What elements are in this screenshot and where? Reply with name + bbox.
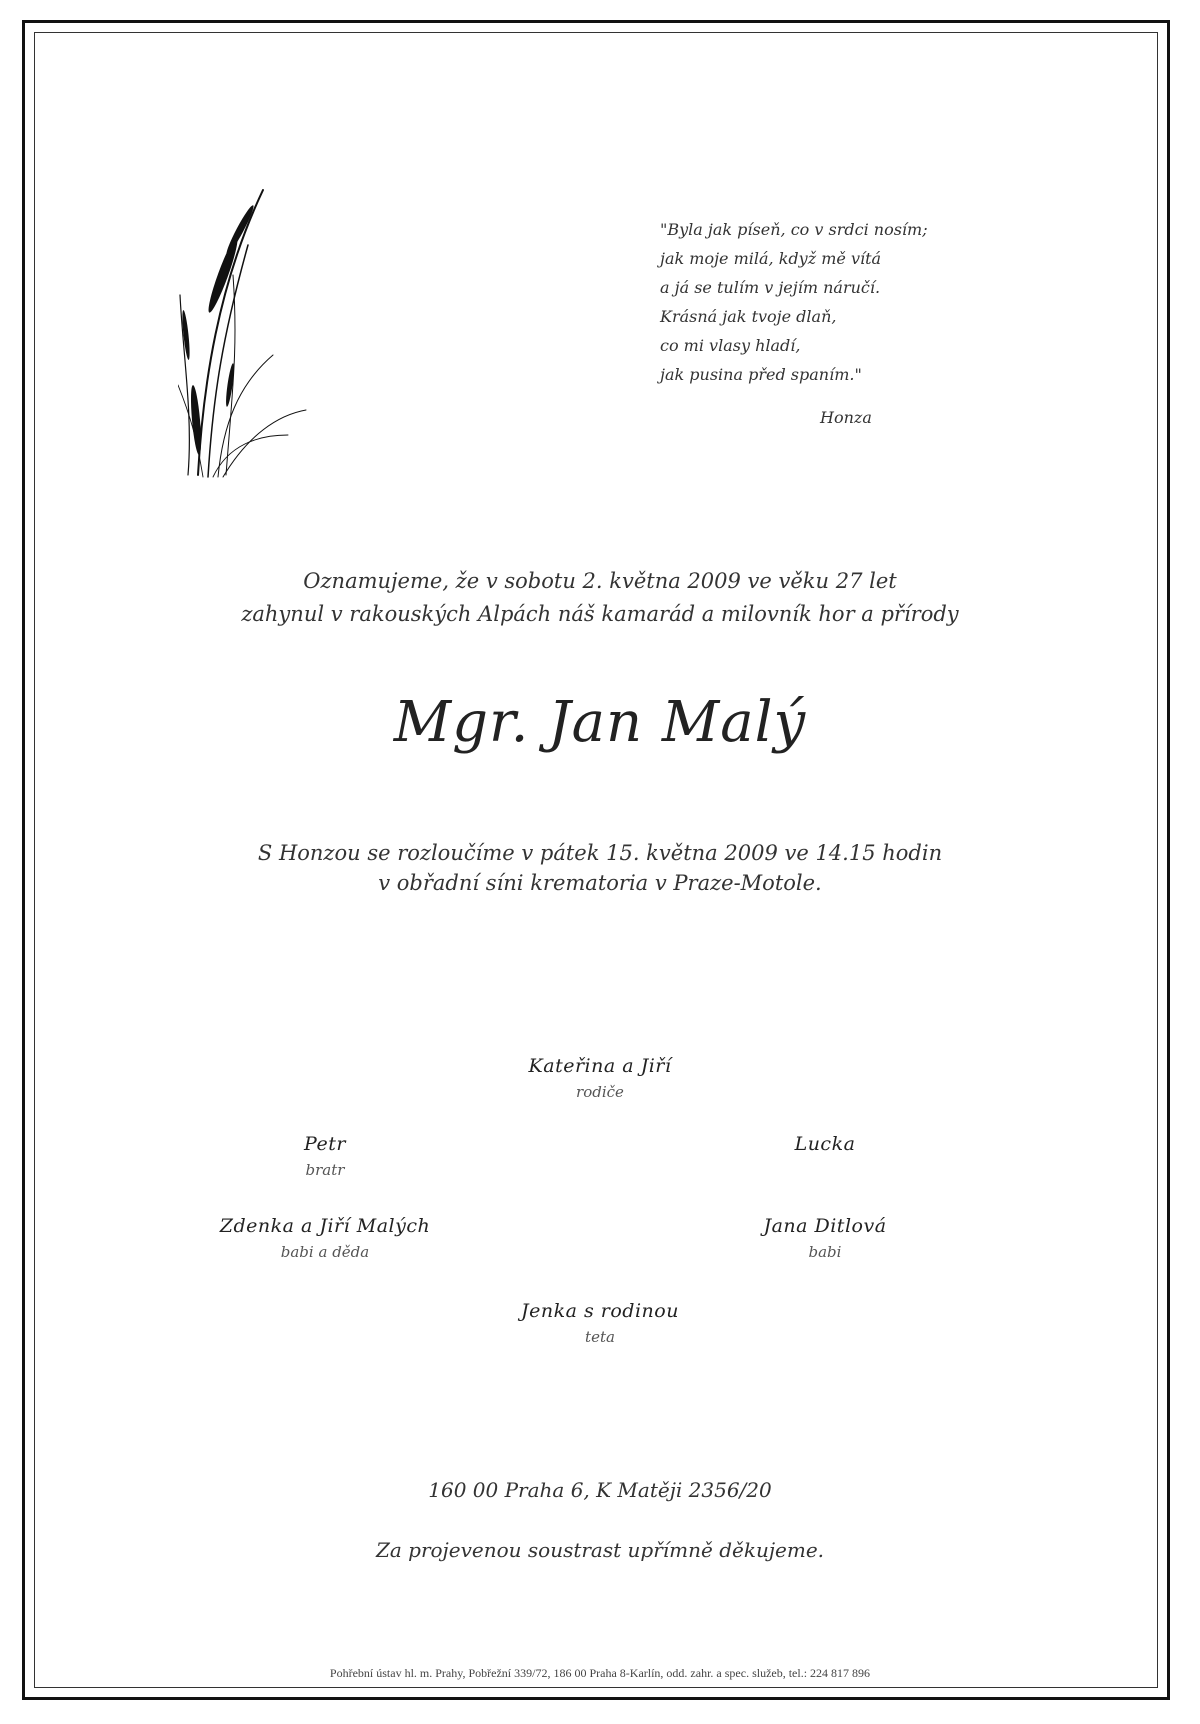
announcement-line: Oznamujeme, že v sobotu 2. května 2009 ve věku 27 let (303, 569, 897, 593)
funeral-home-footer: Pohřební ústav hl. m. Prahy, Pobřežní 339/72, 186 00 Praha 8-Karlín, odd. zahr. a spec. služeb, tel.: 224 817 896 (329, 1666, 871, 1680)
mourner-relation: bratr (305, 1161, 345, 1179)
mourner-name: Kateřina a Jiří (528, 1055, 672, 1077)
grass-illustration (178, 185, 308, 480)
family-address: 160 00 Praha 6, K Matěji 2356/20 (428, 1478, 772, 1502)
mourner-relation: babi (808, 1243, 842, 1261)
poem-line: co mi vlasy hladí, (660, 336, 801, 355)
mourner-name: Petr (304, 1133, 346, 1155)
thanks-note: Za projevenou soustrast upřímně děkujeme. (375, 1538, 825, 1562)
mourner-brother (165, 1133, 485, 1179)
mourner-grandmother (665, 1215, 985, 1261)
mourner-name: Jenka s rodinou (521, 1300, 679, 1322)
ceremony-line: v obřadní síni krematoria v Praze-Motole. (378, 871, 822, 895)
poem-line: jak pusina před spaním." (660, 365, 862, 384)
mourner-parents (440, 1055, 760, 1101)
mourner-name: Lucka (794, 1133, 856, 1155)
mourner-aunt (440, 1300, 760, 1346)
ceremony-info (0, 838, 1200, 898)
mourner-name: Zdenka a Jiří Malých (219, 1215, 431, 1237)
mourner-relation: teta (585, 1328, 615, 1346)
mourner-relation: rodiče (576, 1083, 624, 1101)
mourner-lucka (665, 1133, 985, 1161)
poem-signature: Honza (820, 408, 872, 427)
deceased-name: Mgr. Jan Malý (393, 690, 807, 755)
poem-line: Krásná jak tvoje dlaň, (660, 307, 837, 326)
poem-line: a já se tulím v jejím náručí. (660, 278, 881, 297)
mourner-grandparents (165, 1215, 485, 1261)
ceremony-line: S Honzou se rozloučíme v pátek 15. května 2009 ve 14.15 hodin (257, 841, 943, 865)
mourner-relation: babi a děda (280, 1243, 370, 1261)
announcement (0, 565, 1200, 631)
poem-line: jak moje milá, když mě vítá (660, 249, 882, 268)
mourner-name: Jana Ditlová (763, 1215, 887, 1237)
poem (660, 215, 960, 389)
poem-line: "Byla jak píseň, co v srdci nosím; (660, 220, 928, 239)
announcement-line: zahynul v rakouských Alpách náš kamarád a milovník hor a přírody (241, 602, 959, 626)
